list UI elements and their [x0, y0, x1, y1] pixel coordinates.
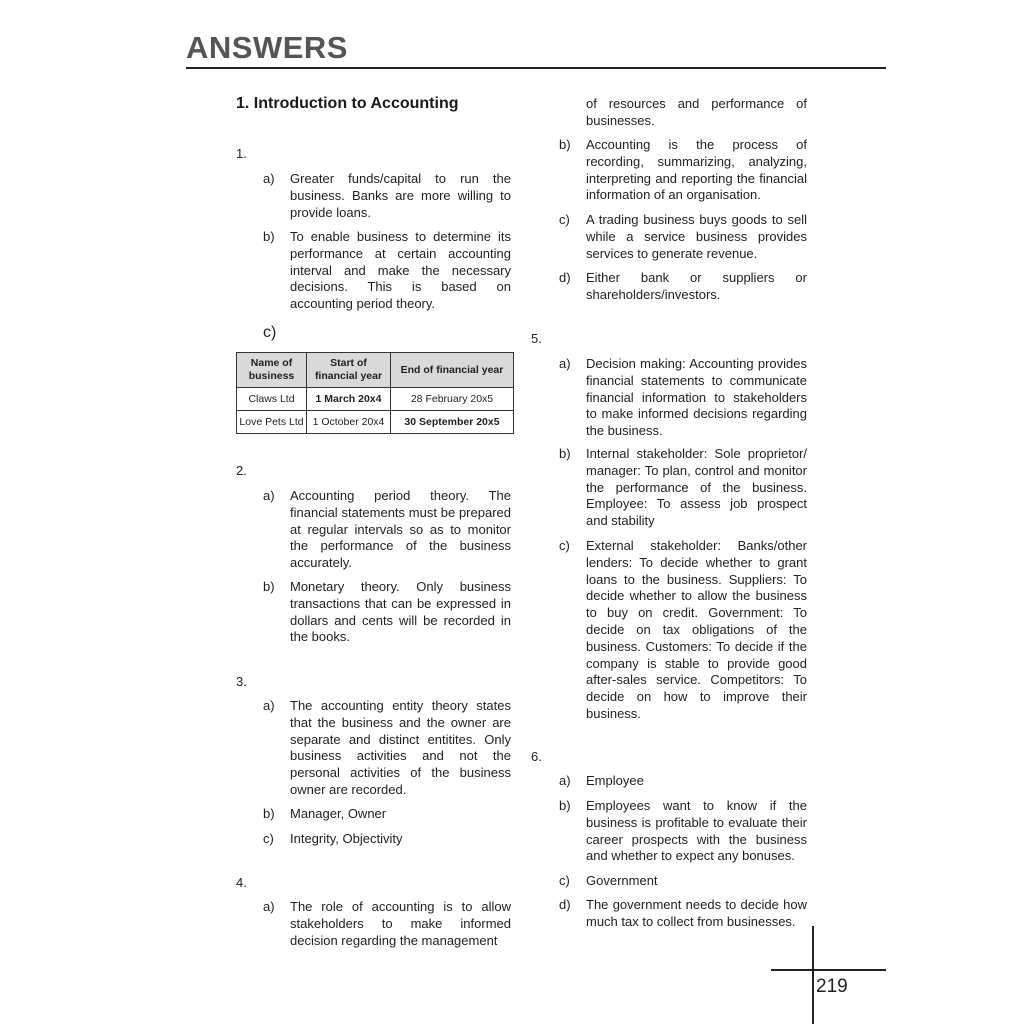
table-header-cell: End of financial year — [391, 353, 514, 388]
q5-c-text: External stakeholder: Banks/other lenders: To decide whether to grant loans to the business. Suppliers: To decide whether to allow the business to buy on credit. Government: To decide on tax obligations of the business. Customers: To decide if the company is stable to provide good after-sales service. Competitors: To decide on how to improve their business. — [586, 538, 807, 721]
q3-c-text: Integrity, Objectivity — [290, 831, 403, 846]
question-2-number: 2. — [236, 463, 247, 478]
table-cell: 30 September 20x5 — [391, 411, 514, 434]
q1-c-label: c) — [263, 324, 277, 341]
q5-c-label: c) — [559, 538, 570, 553]
q5-b-label: b) — [559, 446, 571, 461]
q4-a-label: a) — [263, 899, 275, 914]
q6-d-label: d) — [559, 897, 571, 912]
q1-a-text: Greater funds/capital to run the business. Banks are more willing to provide loans. — [290, 171, 511, 220]
q3-b-label: b) — [263, 806, 275, 821]
q4-c-text: A trading business buys goods to sell while a service business provides services to generate revenue. — [586, 212, 807, 261]
table-row — [237, 411, 514, 434]
header-rule — [186, 67, 886, 69]
q6-a-label: a) — [559, 773, 571, 788]
table-cell: 1 March 20x4 — [307, 388, 391, 411]
q1-a-label: a) — [263, 171, 275, 186]
q4-d-text: Either bank or suppliers or shareholders/investors. — [586, 270, 807, 302]
q3-b-text: Manager, Owner — [290, 806, 387, 821]
q5-a-text: Decision making: Accounting provides financial statements to communicate financial information to stakeholders to make informed decisions regarding the business. — [586, 356, 807, 439]
table-header-cell: Name of business — [237, 353, 307, 388]
table-header-cell: Start of financial year — [307, 353, 391, 388]
page-corner-vertical-rule — [812, 926, 814, 1024]
q6-b-text: Employees want to know if the business is profitable to evaluate their career prospects with the business and whether to expect any bonuses. — [586, 798, 807, 864]
table-cell: 28 February 20x5 — [391, 388, 514, 411]
q6-a-text: Employee — [586, 773, 644, 788]
q5-b-text: Internal stakeholder: Sole proprietor/ manager: To plan, control and monitor the performance of the business. Employee: To assess job prospect and stability — [586, 446, 807, 529]
question-1-number: 1. — [236, 146, 247, 161]
q3-c-label: c) — [263, 831, 274, 846]
q2-a-label: a) — [263, 488, 275, 503]
table-header-row — [237, 353, 514, 388]
q6-b-label: b) — [559, 798, 571, 813]
question-5-number: 5. — [531, 331, 542, 346]
q3-a-text: The accounting entity theory states that the business and the owner are separate and distinct entitites. Only business activities and not the personal activities of the business owner are recorded. — [290, 698, 511, 797]
page-number: 219 — [816, 976, 848, 997]
q4-b-label: b) — [559, 137, 571, 152]
table-cell: Love Pets Ltd — [237, 411, 307, 434]
q4-b-text: Accounting is the process of recording, summarizing, analyzing, interpreting and reporting the financial information of an organisation. — [586, 137, 807, 203]
question-3-number: 3. — [236, 674, 247, 689]
page-header-title: ANSWERS — [186, 30, 348, 65]
q6-d-text: The government needs to decide how much tax to collect from businesses. — [586, 897, 807, 929]
table-cell: 1 October 20x4 — [307, 411, 391, 434]
q2-b-text: Monetary theory. Only business transactions that can be expressed in dollars and cents will be recorded in the books. — [290, 579, 511, 645]
q4-a-continued-text: of resources and performance of businesses. — [586, 96, 807, 128]
q2-a-text: Accounting period theory. The financial statements must be prepared at regular intervals so as to monitor the performance of the business accurately. — [290, 488, 511, 571]
q5-a-label: a) — [559, 356, 571, 371]
q4-a-text: The role of accounting is to allow stakeholders to make informed decision regarding the management — [290, 899, 511, 948]
table-cell: Claws Ltd — [237, 388, 307, 411]
q4-c-label: c) — [559, 212, 570, 227]
page-corner-horizontal-rule — [771, 969, 886, 971]
question-4-number: 4. — [236, 875, 247, 890]
table-row — [237, 388, 514, 411]
q6-c-label: c) — [559, 873, 570, 888]
question-6-number: 6. — [531, 749, 542, 764]
q6-c-text: Government — [586, 873, 658, 888]
q1-b-label: b) — [263, 229, 275, 244]
q4-d-label: d) — [559, 270, 571, 285]
section-title: 1. Introduction to Accounting — [236, 95, 459, 112]
q1-b-text: To enable business to determine its performance at certain accounting interval and make the necessary decisions. This is based on accounting period theory. — [290, 229, 511, 312]
q3-a-label: a) — [263, 698, 275, 713]
q2-b-label: b) — [263, 579, 275, 594]
financial-year-table — [236, 352, 514, 434]
